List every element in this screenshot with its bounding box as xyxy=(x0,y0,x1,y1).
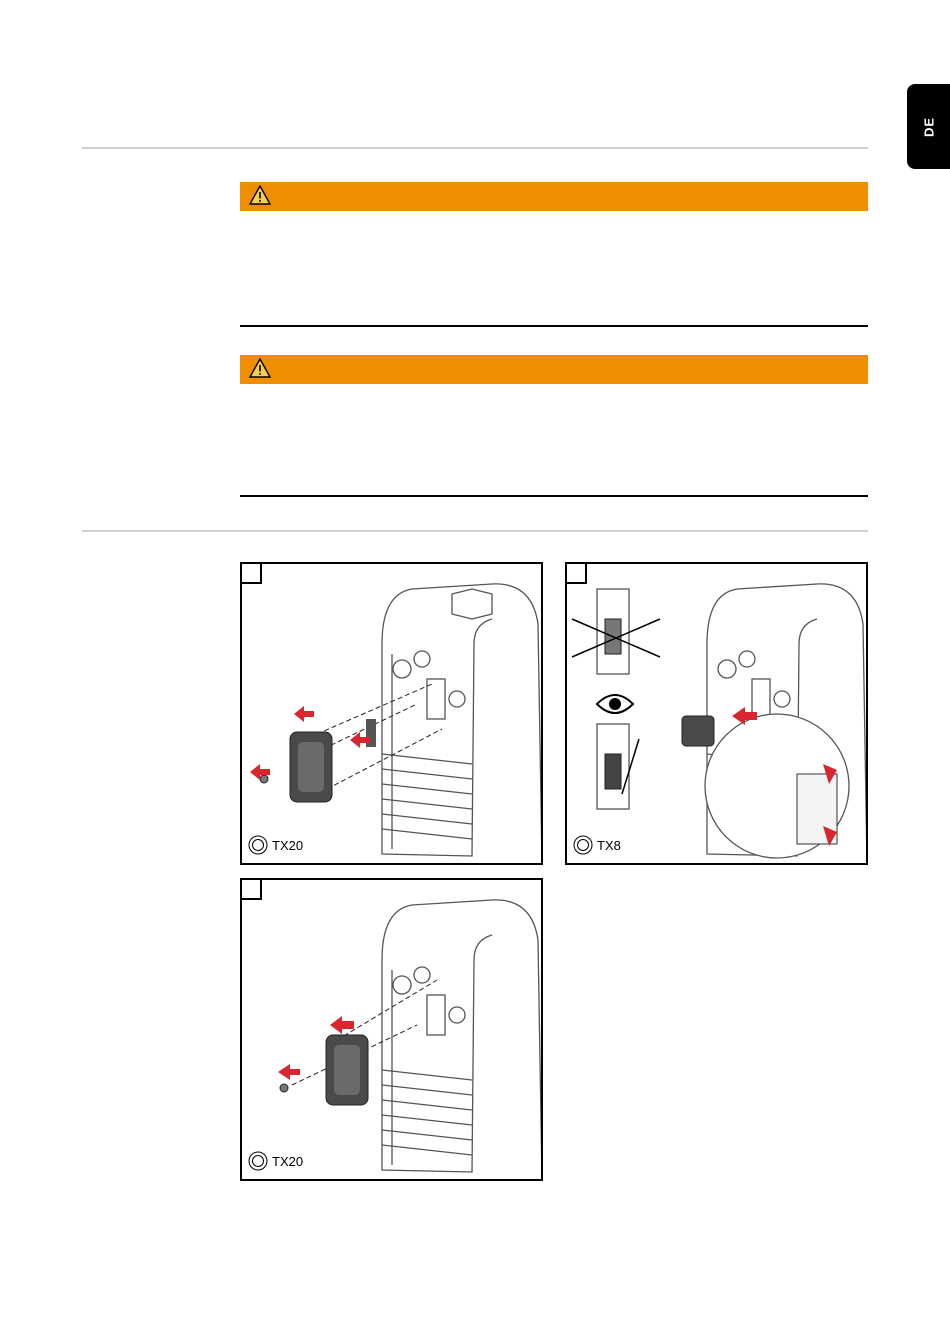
tool-label: TX20 xyxy=(272,1153,304,1169)
welding-unit-illustration xyxy=(567,564,868,865)
figure-step-1 xyxy=(240,562,543,865)
torx-bit-icon xyxy=(573,835,593,855)
tool-label: TX8 xyxy=(597,837,621,853)
figure-step-2 xyxy=(565,562,868,865)
welding-unit-illustration xyxy=(242,564,543,865)
warning-banner xyxy=(240,182,868,211)
language-tab[interactable] xyxy=(907,84,950,169)
warning-triangle-icon xyxy=(249,185,271,205)
warning-triangle-icon xyxy=(249,358,271,378)
language-tab-label: DE xyxy=(921,116,936,137)
figure-step-3 xyxy=(240,878,543,1181)
step-number-box xyxy=(240,878,262,900)
eye-icon xyxy=(597,695,633,713)
section-divider xyxy=(82,530,868,532)
tool-indicator xyxy=(248,835,303,855)
tool-indicator xyxy=(573,835,621,855)
tool-indicator xyxy=(248,1151,303,1171)
welding-unit-illustration xyxy=(242,880,543,1181)
section-divider xyxy=(82,147,868,149)
torx-bit-icon xyxy=(248,835,268,855)
step-number-box xyxy=(240,562,262,584)
warning-end-rule xyxy=(240,495,868,497)
torx-bit-icon xyxy=(248,1151,268,1171)
tool-label: TX20 xyxy=(272,837,304,853)
step-number-box xyxy=(565,562,587,584)
warning-banner xyxy=(240,355,868,384)
warning-end-rule xyxy=(240,325,868,327)
